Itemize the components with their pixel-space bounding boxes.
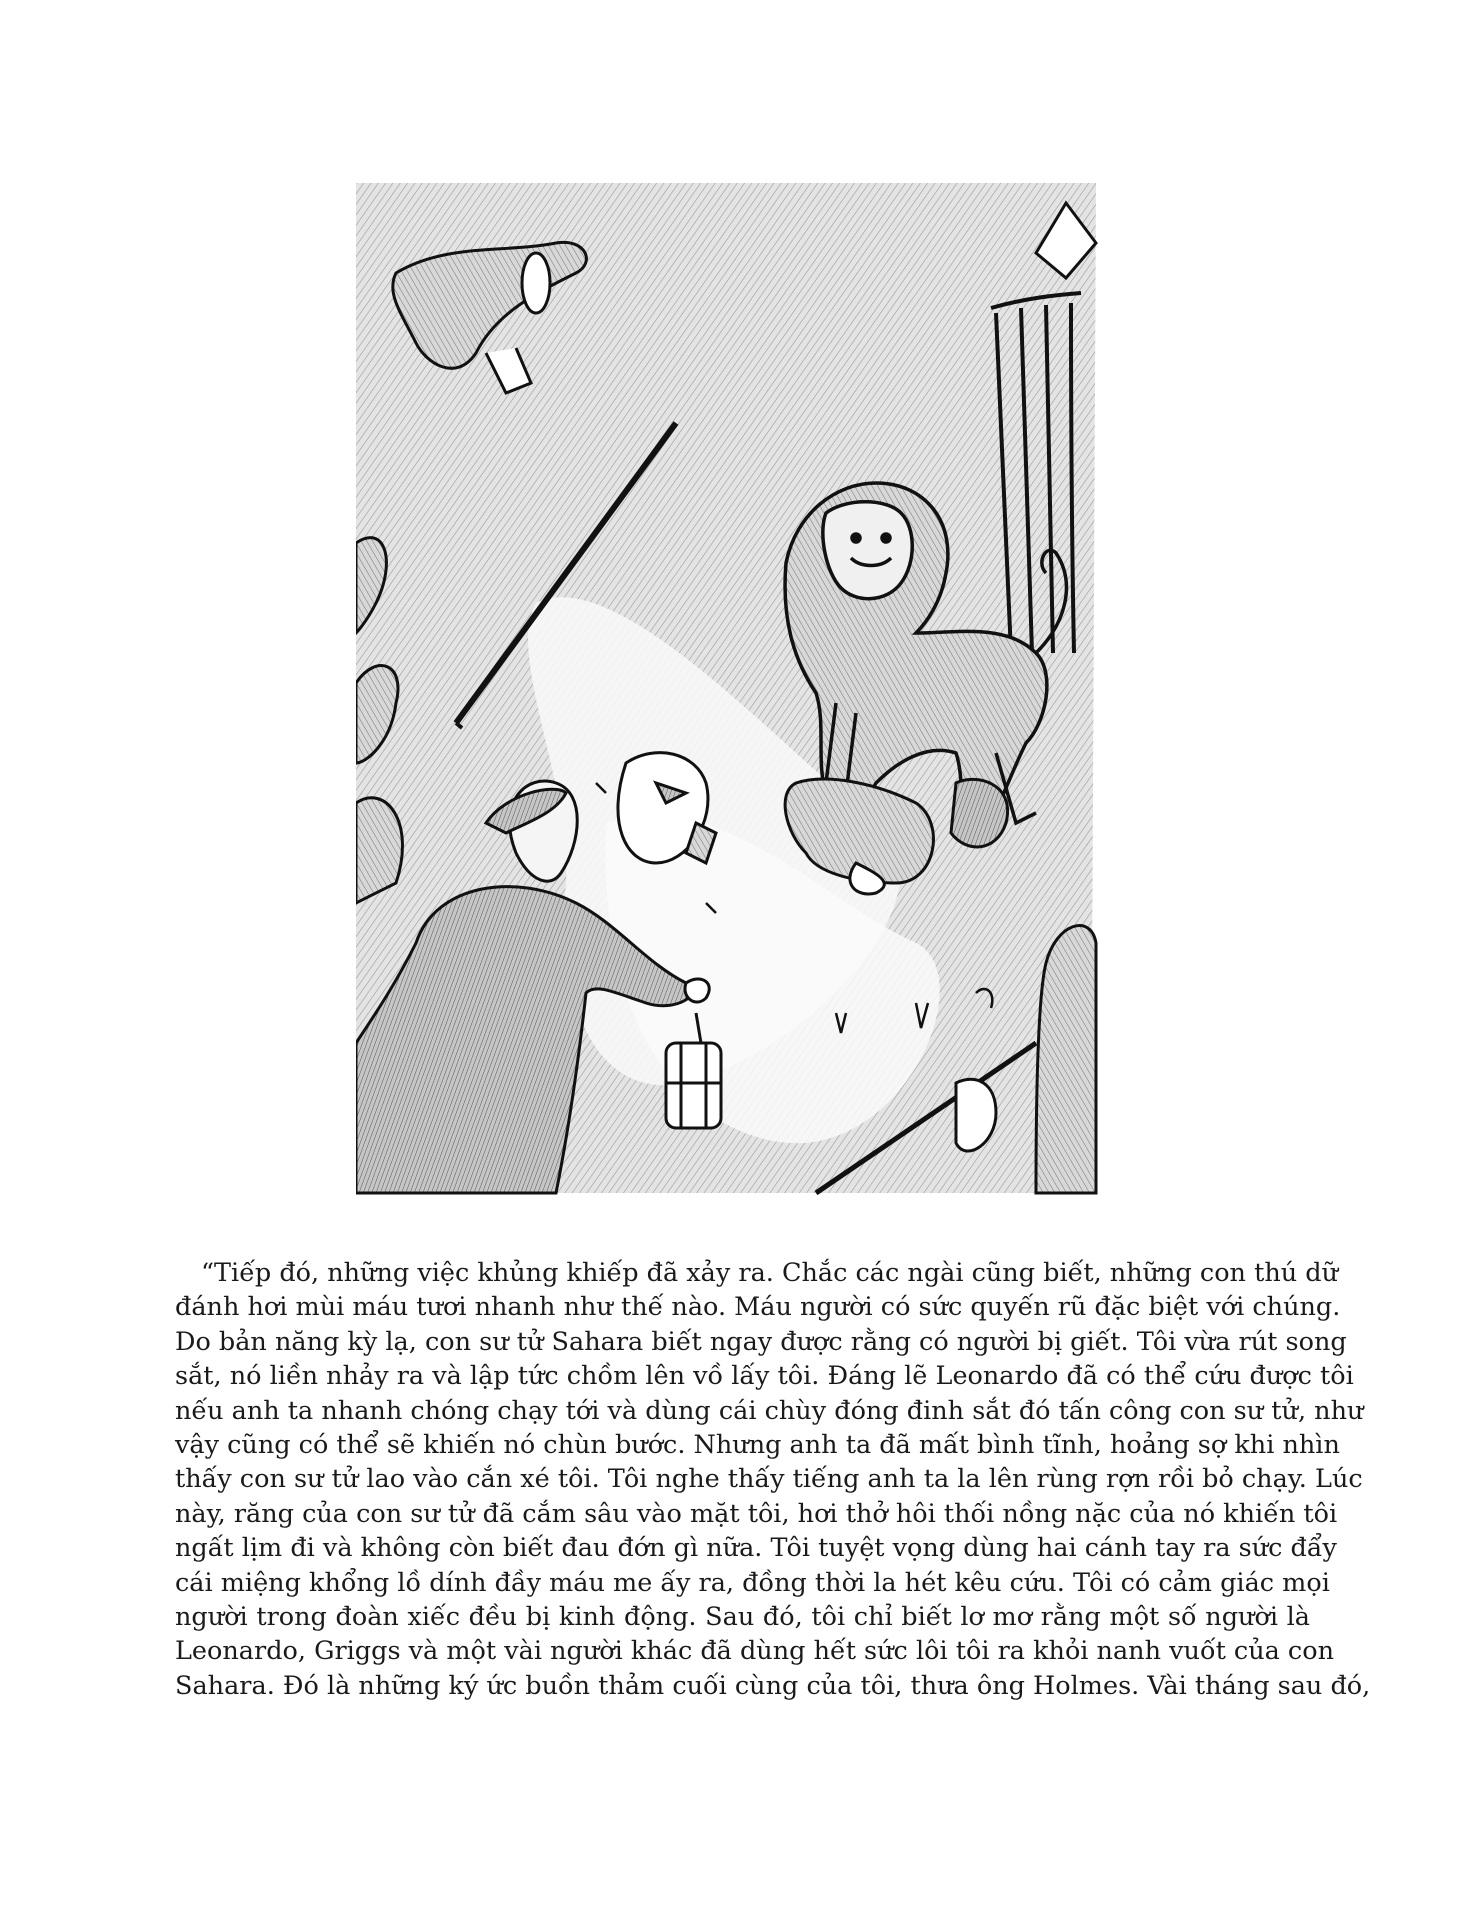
paragraph-line: đánh hơi mùi máu tươi nhanh như thế nào. Máu người có sức quyến rũ đặc biệt với chúng.	[175, 1292, 1341, 1323]
paragraph-line: nếu anh ta nhanh chóng chạy tới và dùng cái chùy đóng đinh sắt đó tấn công con sư tử, như	[175, 1395, 1364, 1426]
paragraph-line: “Tiếp đó, những việc khủng khiếp đã xảy ra. Chắc các ngài cũng biết, những con thú dữ	[201, 1258, 1339, 1288]
paragraph-line: cái miệng khổng lồ dính đầy máu me ấy ra, đồng thời la hét kêu cứu. Tôi có cảm giác mọi	[175, 1567, 1330, 1598]
paragraph-line: vậy cũng có thể sẽ khiến nó chùn bước. Nhưng anh ta đã mất bình tĩnh, hoảng sợ khi nhìn	[175, 1430, 1340, 1461]
paragraph-line: Leonardo, Griggs và một vài người khác đã dùng hết sức lôi tôi ra khỏi nanh vuốt của con	[175, 1636, 1334, 1667]
illustration-drawing	[356, 183, 1111, 1203]
paragraph-line: thấy con sư tử lao vào cắn xé tôi. Tôi nghe thấy tiếng anh ta la lên rùng rợn rồi bỏ chạy. Lúc	[175, 1464, 1363, 1495]
paragraph-line: Do bản năng kỳ lạ, con sư tử Sahara biết ngay được rằng có người bị giết. Tôi vừa rút song	[175, 1326, 1347, 1357]
body-paragraph	[175, 1256, 1371, 1703]
paragraph-line: sắt, nó liền nhảy ra và lập tức chồm lên vồ lấy tôi. Đáng lẽ Leonardo đã có thể cứu được tôi	[175, 1361, 1354, 1392]
lion-attack-illustration	[356, 183, 1111, 1203]
paragraph-line: ngất lịm đi và không còn biết đau đớn gì nữa. Tôi tuyệt vọng dùng hai cánh tay ra sức đẩy	[175, 1533, 1337, 1564]
paragraph-line: Sahara. Đó là những ký ức buồn thảm cuối cùng của tôi, thưa ông Holmes. Vài tháng sau đó,	[175, 1670, 1371, 1701]
paragraph-line: này, răng của con sư tử đã cắm sâu vào mặt tôi, hơi thở hôi thối nồng nặc của nó khiến tôi	[175, 1498, 1338, 1529]
paragraph-line: người trong đoàn xiếc đều bị kinh động. Sau đó, tôi chỉ biết lơ mơ rằng một số người là	[175, 1602, 1310, 1633]
